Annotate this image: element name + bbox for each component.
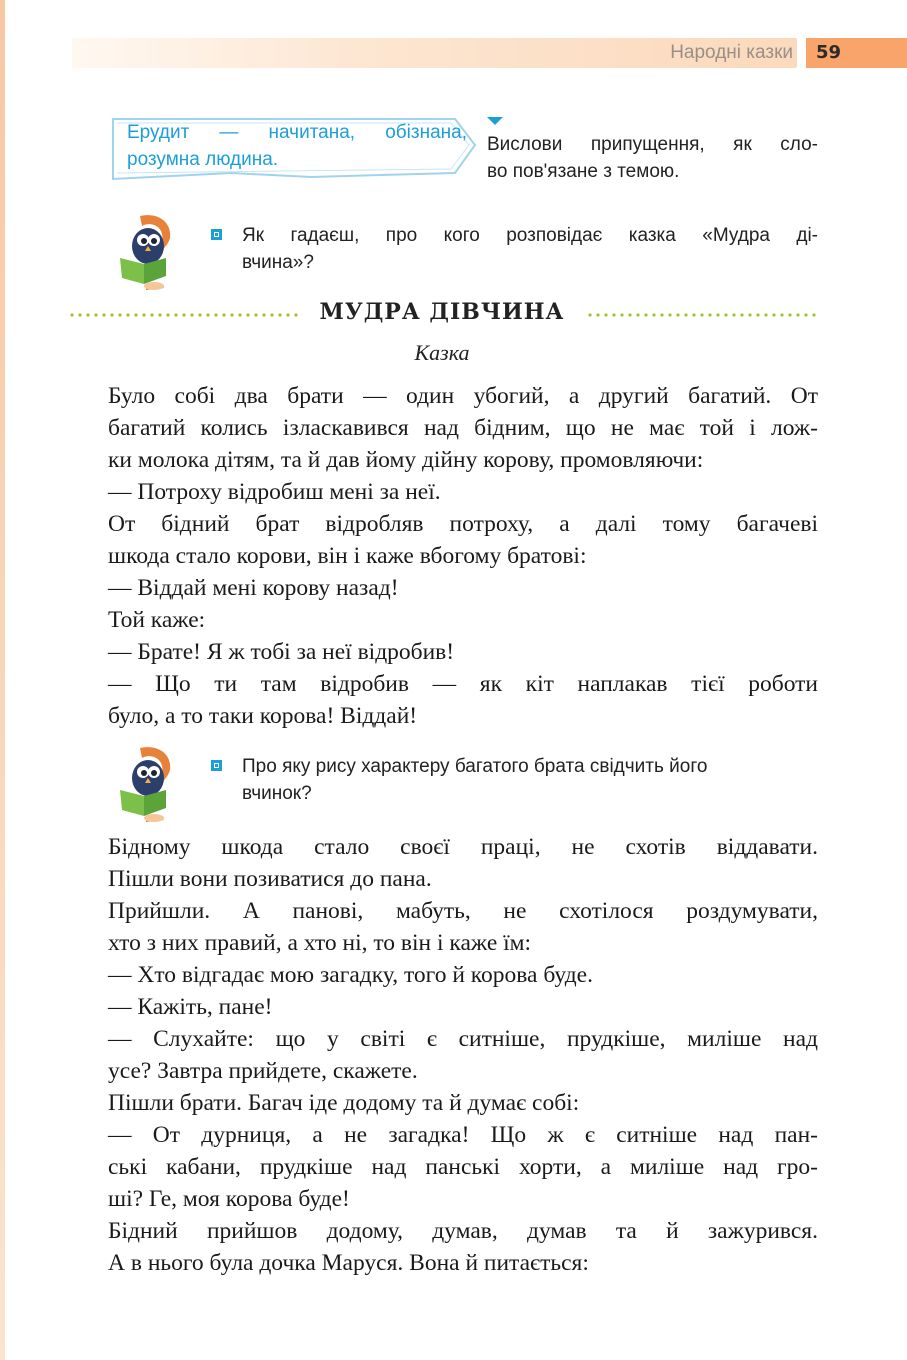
paragraph <box>68 1215 818 1279</box>
text-line: шкода стало корови, він і каже вбогому братові: <box>108 543 587 569</box>
paragraph: — Потроху відробиш мені за неї. <box>108 479 441 505</box>
text-line: — Слухайте: що у світі є ситніше, прудкіше, миліше над <box>108 1026 818 1052</box>
paragraph <box>68 380 818 476</box>
paragraph: — Віддай мені корову назад! <box>108 575 399 601</box>
definition-line-2: розумна людина. <box>127 149 279 170</box>
question-2 <box>242 753 818 807</box>
paragraph: — Хто відгадає мою загадку, того й корова буде. <box>108 962 593 988</box>
paragraph: — Кажіть, пане! <box>108 994 273 1020</box>
text-line: Було собі два брати — один убогий, а другий багатий. От <box>108 383 818 409</box>
paragraph: — Брате! Я ж тобі за неї відробив! <box>108 639 455 665</box>
question-1-line-2: вчина»? <box>242 252 314 273</box>
text-line: Бідному шкода стало своєї праці, не схотів віддавати. <box>108 834 818 860</box>
paragraph <box>68 668 818 732</box>
definition-line-1: Ерудит — начитана, обізнана, <box>127 122 467 143</box>
owl-reading-icon <box>110 212 180 290</box>
question-2-line-1: Про яку рису характеру багатого брата свідчить його <box>242 756 708 777</box>
paragraph: Пішли брати. Багач іде додому та й думає собі: <box>108 1090 580 1116</box>
question-2-line-2: вчинок? <box>242 783 312 804</box>
paragraph <box>68 831 818 895</box>
story-subtitle: Казка <box>414 340 470 365</box>
text-line: багатий колись ізласкавився над бідним, що не має той і лож- <box>108 415 818 441</box>
story-title: МУДРА ДІВЧИНА <box>319 299 565 325</box>
question-1 <box>242 222 818 276</box>
arrow-down-marker-icon <box>487 117 503 125</box>
paragraph <box>68 895 818 959</box>
paragraph <box>68 1119 818 1215</box>
title-divider-left <box>68 313 298 317</box>
text-line: хто з них правий, а хто ні, то він і каже їм: <box>108 930 532 956</box>
owl-reading-icon <box>110 744 180 822</box>
text-line: було, а то таки корова! Віддай! <box>108 703 418 729</box>
running-header <box>72 38 797 68</box>
section-title: Народні казки <box>670 42 793 63</box>
definition-text <box>127 119 467 173</box>
text-line: А в нього була дочка Маруся. Вона й питається: <box>108 1250 589 1276</box>
text-line: Пішли вони позиватися до пана. <box>108 866 432 892</box>
text-line: ські кабани, прудкіше над панські хорти, а миліше над гро- <box>108 1154 818 1180</box>
question-bullet-icon <box>211 229 222 240</box>
definition-callout <box>111 115 479 183</box>
question-1-line-1: Як гадаєш, про кого розповідає казка «Мудра ді- <box>242 225 818 246</box>
paragraph <box>68 1023 818 1087</box>
story-text-block-1 <box>68 380 818 732</box>
title-divider-right <box>586 313 818 317</box>
text-line: ки молока дітям, та й дав йому дійну корову, промовляючи: <box>108 447 704 473</box>
text-line: ші? Ге, моя корова буде! <box>108 1186 350 1212</box>
text-line: — От дурниця, а не загадка! Що ж є ситніше над пан- <box>108 1122 818 1148</box>
hint-line-2: во пов'язане з темою. <box>487 161 680 182</box>
text-line: Бідний прийшов додому, думав, думав та й зажурився. <box>108 1218 818 1244</box>
page-left-edge <box>0 0 5 1360</box>
question-bullet-icon <box>211 760 222 771</box>
paragraph <box>68 508 818 572</box>
text-line: Прийшли. А панові, мабуть, не схотілося роздумувати, <box>108 898 818 924</box>
story-text-block-2 <box>68 831 818 1279</box>
paragraph: Той каже: <box>108 607 206 633</box>
text-line: — Що ти там відробив — як кіт наплакав тієї роботи <box>108 671 818 697</box>
page-number: 59 <box>806 38 907 68</box>
text-line: усе? Завтра прийдете, скажете. <box>108 1058 418 1084</box>
text-line: От бідний брат відробляв потроху, а далі тому багачеві <box>108 511 818 537</box>
hint-text <box>487 131 818 185</box>
hint-line-1: Вислови припущення, як сло- <box>487 134 818 155</box>
